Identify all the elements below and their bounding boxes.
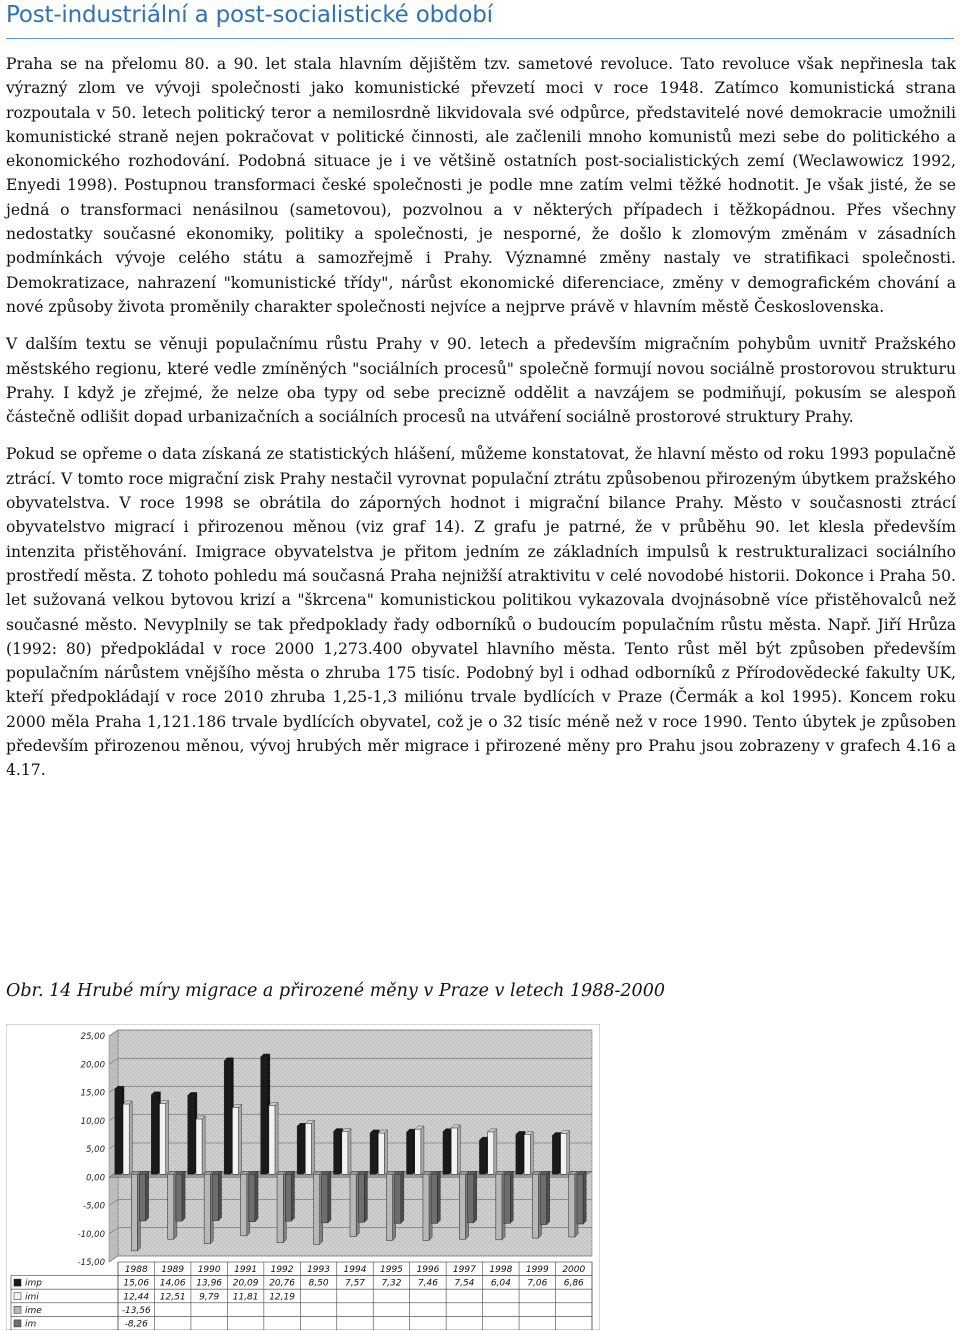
legend-label-imi: imi [25,1292,39,1303]
table-value-imp: 6,86 [563,1278,584,1289]
table-year-1997: 1997 [452,1265,476,1276]
table-row-imi [11,1289,592,1303]
table-value-imp: 14,06 [159,1278,186,1289]
bar-ime [423,1174,429,1240]
y-tick-label: 10,00 [80,1116,105,1127]
bar-side-imi [312,1120,315,1174]
table-year-1993: 1993 [307,1265,330,1276]
y-tick-label: 15,00 [80,1088,105,1099]
bar-im [358,1174,364,1222]
bar-side-im [219,1171,222,1220]
bar-imi [561,1134,567,1175]
y-tick-label: -10,00 [77,1229,105,1240]
table-year-1990: 1990 [197,1265,221,1276]
table-year-1996: 1996 [416,1265,440,1276]
bar-imp [297,1126,303,1174]
bar-im [504,1174,510,1223]
bar-imp [261,1057,267,1174]
bar-imi [196,1119,202,1174]
bar-ime [241,1174,247,1236]
table-value-imp: 15,06 [123,1278,150,1289]
bar-im [249,1174,255,1221]
bar-ime [314,1174,320,1244]
chart-svg [6,1024,600,1330]
bar-side-im [474,1171,477,1223]
bar-ime [569,1174,575,1237]
table-row-ime [11,1303,592,1317]
table-year-1995: 1995 [380,1265,403,1276]
legend-swatch-im [14,1320,21,1327]
table-year-1994: 1994 [343,1265,367,1276]
bar-ime [459,1174,465,1239]
table-value-imp: 7,46 [417,1278,438,1289]
paragraph-2: V dalším textu se věnuji populačnímu růstu Prahy v 90. letech a především migračním pohybům uvnitř Pražského městského regionu, které vedle zmíněných "sociálních procesů" společně formují novou sociálně prostorovou strukturu Prahy. I když je zřejmé, že nelze oba typy od sebe precizně oddělit a navzájem se podmiňují, pokusím se alespoň částečně odlišit dopad urbanizačních a sociálních procesů na utváření sociálně prostorové struktury Prahy. [6,335,956,427]
legend-label-im: im [25,1319,37,1330]
bar-side-im [510,1171,513,1223]
bar-im [176,1174,182,1221]
section-heading: Post-industriální a post-socialistické období [6,2,493,28]
bar-side-imi [567,1131,570,1175]
bar-imi [269,1105,275,1174]
table-value-imp: 7,06 [527,1278,548,1289]
table-year-1989: 1989 [161,1265,185,1276]
bar-side-im [583,1171,586,1224]
table-row-im [11,1316,592,1330]
bar-imp [407,1132,413,1174]
bar-im [431,1174,437,1223]
bar-imi [524,1135,530,1175]
bar-ime [168,1174,174,1239]
y-tick-label: -5,00 [83,1201,105,1212]
bar-side-imi [530,1132,533,1175]
bar-imp [370,1133,376,1174]
bar-side-im [255,1171,258,1221]
bar-im [468,1174,474,1223]
table-value-imp: 20,76 [269,1278,295,1289]
bar-side-im [401,1171,404,1223]
bar-side-im [437,1171,440,1223]
paragraph-3: Pokud se opřeme o data získaná ze statistických hlášení, můžeme konstatovat, že hlavní město od roku 1993 populačně ztrácí. V tomto roce migrační zisk Prahy nestačil vyrovnat populační ztrátu způsobenou přirozeným úbytkem pražského obyvatelstva. V roce 1998 se obrátila do záporných hodnot i migrační bilance Prahy. Město v současnosti ztrácí obyvatelstvo migrací i přirozenou měnou (viz graf 14). Z grafu je patrné, že v průběhu 90. let klesla především intenzita přistěhování. Imigrace obyvatelstva je přitom jedním ze základních impulsů k restrukturalizaci sociálního prostředí města. Z tohoto pohledu má současná Praha nejnižší atraktivitu v celé novodobé historii. Dokonce i Praha 50. let sužovaná velkou bytovou krizí a "škrcena" komunistickou politikou vykazovala dvojnásobně více přistěhovalců než současné město. Nevyplnily se tak předpoklady řady odborníků o budoucím populačním růstu města. Např. Jiří Hrůza (1992: 80) předpokládal v roce 2000 1,273.400 obyvatel hlavního města. Tento růst měl být způsoben především populačním nárůstem vnějšího města o zhruba 175 tisíc. Podobný byl i odhad odborníků z Přírodovědecké fakulty UK, kteří předpokládají v roce 2010 zhruba 1,25-1,3 miliónu trvale bydlících v Praze (Čermák a kol 1995). Koncem roku 2000 měla Praha 1,121.186 trvale bydlících obyvatel, což je o 32 tisíc méně než v roce 1990. Tento úbytek je způsoben především přirozenou měnou, vývoj hrubých měr migrace i přirozené měny pro Prahu jsou zobrazeny v grafech 4.16 a 4.17. [6,445,956,780]
bar-ime [277,1174,283,1242]
bar-side-im [291,1171,294,1221]
bar-ime [532,1174,538,1238]
bar-im [541,1174,547,1224]
bar-side-imi [239,1105,242,1175]
paragraph-1: Praha se na přelomu 80. a 90. let stala hlavním dějištěm tzv. sametové revoluce. Tato revoluce však nepřinesla tak výrazný zlom ve vývoji společnosti jako komunistické převzetí moci v roce 1948. Zatímco komunistická strana rozpoutala v 50. letech politický teror a nemilosrdně likvidovala své odpůrce, představitelé nové demokracie umožnili komunistické straně nejen pokračovat v politické činnosti, ale začlenili mnoho komunistů mezi sebe do politického a ekonomického rozhodování. Podobná situace je i ve většině ostatních post-socialistických zemí (Weclawowicz 1992, Enyedi 1998). Postupnou transformaci české společnosti je podle mne zatím velmi těžké hodnotit. Je však jisté, že se jedná o transformaci nenásilnou (sametovou), pozvolnou a v některých případech i těžkopádnou. Přes všechny nedostatky současné ekonomiky, politiky a společnosti, je nesporné, že došlo k zlomovým změnám v zásadních podmínkách vývoje celého státu a samozřejmě i Prahy. Významné změny nastaly ve stratifikaci společnosti. Demokratizace, nahrazení "komunistické třídy", nárůst ekonomické diferenciace, změny v demografickém chování a nové způsoby života proměnily charakter společnosti nejvíce a nejprve právě v hlavním městě Československa. [6,55,956,316]
y-tick-label: 20,00 [80,1060,105,1071]
y-tick-label: -15,00 [77,1258,105,1268]
bar-imi [159,1104,165,1175]
table-value-imi: 12,51 [159,1292,186,1303]
body-text [6,52,956,796]
table-value-imp: 7,54 [454,1278,475,1289]
bar-imp [479,1140,485,1174]
bar-im [322,1174,328,1223]
table-value-imp: 7,57 [344,1278,366,1289]
bar-imi [451,1128,457,1174]
table-year-1999: 1999 [525,1265,549,1276]
table-value-imp: 20,09 [232,1278,259,1289]
table-value-imi: 12,44 [123,1292,150,1303]
bar-side-im [328,1171,331,1223]
bar-imi [488,1132,494,1174]
bar-imi [415,1129,421,1174]
table-year-2000: 2000 [562,1265,586,1276]
bar-imp [188,1095,194,1174]
bar-side-im [547,1171,550,1224]
y-tick-label: 25,00 [80,1032,105,1042]
table-value-imi: 11,81 [232,1292,259,1303]
bar-imp [334,1131,340,1174]
bar-im [139,1174,145,1221]
bar-side-imi [384,1130,387,1174]
bar-imi [305,1123,311,1174]
table-value-imp: 8,50 [308,1278,329,1289]
bar-ime [131,1174,137,1251]
table-year-1992: 1992 [270,1265,294,1276]
bar-side-im [364,1171,367,1222]
table-year-1991: 1991 [234,1265,258,1276]
table-value-im: -8,26 [124,1319,148,1330]
bar-side-imi [202,1116,205,1174]
bar-ime [350,1174,356,1236]
bar-side-imi [129,1101,132,1174]
heading-divider [6,38,954,39]
bar-imp [151,1095,157,1174]
bar-imp [224,1061,230,1175]
table-value-imp: 13,96 [196,1278,223,1289]
table-value-ime: -13,56 [121,1305,151,1316]
legend-swatch-imi [14,1293,21,1300]
bar-side-imi [421,1126,424,1174]
bar-side-imi [494,1129,497,1174]
legend-label-imp: imp [25,1278,42,1289]
figure-caption: Obr. 14 Hrubé míry migrace a přirozené měny v Praze v letech 1988-2000 [6,981,665,1001]
bar-imp [552,1135,558,1174]
bar-side-imi [348,1129,351,1174]
bar-imp [516,1134,522,1174]
bar-side-im [146,1171,149,1221]
bar-im [212,1174,218,1220]
bar-ime [204,1174,210,1243]
y-tick-label: 5,00 [86,1145,105,1155]
bar-ime [496,1174,502,1240]
legend-swatch-ime [14,1306,21,1313]
bar-side-imi [166,1101,169,1175]
bar-im [285,1174,291,1221]
y-tick-label: 0,00 [86,1173,105,1184]
bar-im [577,1174,583,1224]
table-year-1988: 1988 [124,1265,148,1276]
table-year-1998: 1998 [489,1265,513,1276]
bar-imp [115,1089,121,1174]
bar-side-imi [457,1125,460,1174]
bar-imi [378,1133,384,1174]
table-value-imp: 6,04 [490,1278,511,1289]
legend-label-ime: ime [25,1305,42,1316]
bar-side-imi [275,1102,278,1174]
bar-imi [232,1108,238,1175]
bar-ime [386,1174,392,1240]
table-value-imp: 7,32 [381,1278,402,1289]
bar-side-im [182,1171,185,1221]
bar-imp [443,1132,449,1175]
table-value-imi: 12,19 [269,1292,295,1303]
bar-im [395,1174,401,1223]
table-value-imi: 9,79 [199,1292,220,1303]
bar-imi [123,1104,129,1174]
bar-imi [342,1132,348,1174]
legend-swatch-imp [14,1279,21,1286]
migration-chart [6,1024,600,1330]
